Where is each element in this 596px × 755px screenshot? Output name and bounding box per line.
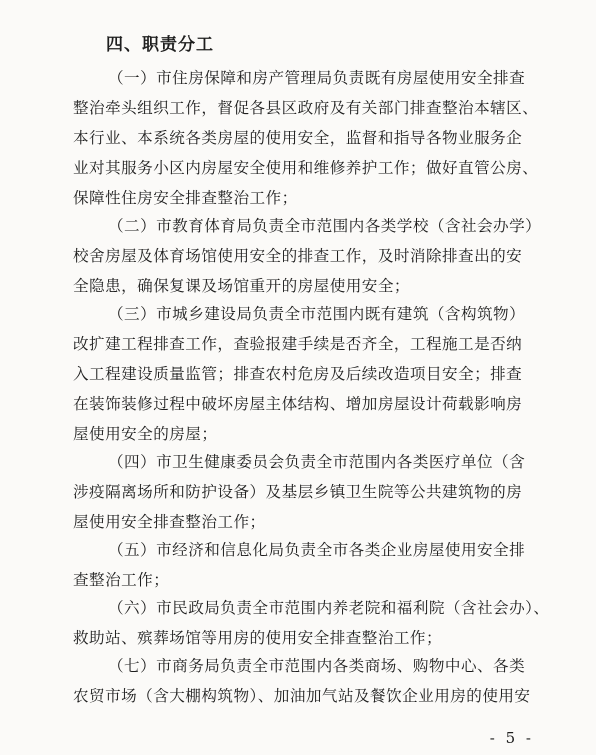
text-line: 业对其服务小区内房屋安全使用和维修养护工作；做好直管公房、 — [73, 159, 539, 177]
text-line: （一）市住房保障和房产管理局负责既有房屋使用安全排查 — [108, 69, 526, 87]
section-heading: 四、职责分工 — [106, 35, 214, 55]
text-line: 本行业、本系统各类房屋的使用安全，监督和指导各物业服务企 — [73, 129, 523, 147]
text-line: （二）市教育体育局负责全市范围内各类学校（含社会办学） — [108, 217, 542, 235]
text-line: 整治牵头组织工作，督促各县区政府及有关部门排查整治本辖区、 — [73, 99, 539, 117]
text-line: （三）市城乡建设局负责全市范围内既有建筑（含构筑物） — [108, 305, 526, 323]
text-line: （五）市经济和信息化局负责全市各类企业房屋使用安全排 — [108, 541, 526, 559]
text-line: 涉疫隔离场所和防护设备）及基层乡镇卫生院等公共建筑物的房 — [73, 483, 523, 501]
text-line: 在装饰装修过程中破坏房屋主体结构、增加房屋设计荷载影响房 — [73, 395, 523, 413]
text-line: 校舍房屋及体育场馆使用安全的排查工作，及时消除排查出的安 — [73, 247, 523, 265]
text-line: 农贸市场（含大棚构筑物）、加油加气站及餐饮企业用房的使用安 — [73, 687, 531, 705]
text-line: 改扩建工程排查工作，查验报建手续是否齐全，工程施工是否纳 — [73, 335, 523, 353]
text-line: （四）市卫生健康委员会负责全市范围内各类医疗单位（含 — [108, 453, 526, 471]
text-line: （七）市商务局负责全市范围内各类商场、购物中心、各类 — [108, 657, 526, 675]
text-line: 入工程建设质量监管；排查农村危房及后续改造项目安全；排查 — [73, 365, 523, 383]
text-line: 保障性住房安全排查整治工作； — [73, 189, 298, 207]
text-line: 屋使用安全排查整治工作； — [73, 513, 266, 531]
text-line: 全隐患，确保复课及场馆重开的房屋使用安全； — [73, 277, 410, 295]
text-line: （六）市民政局负责全市范围内养老院和福利院（含社会办）、 — [108, 599, 550, 617]
text-line: 救助站、殡葬场馆等用房的使用安全排查整治工作； — [73, 629, 443, 647]
page-number: - 5 - — [489, 729, 534, 747]
text-line: 屋使用安全的房屋； — [73, 425, 218, 443]
text-line: 查整治工作； — [73, 571, 170, 589]
